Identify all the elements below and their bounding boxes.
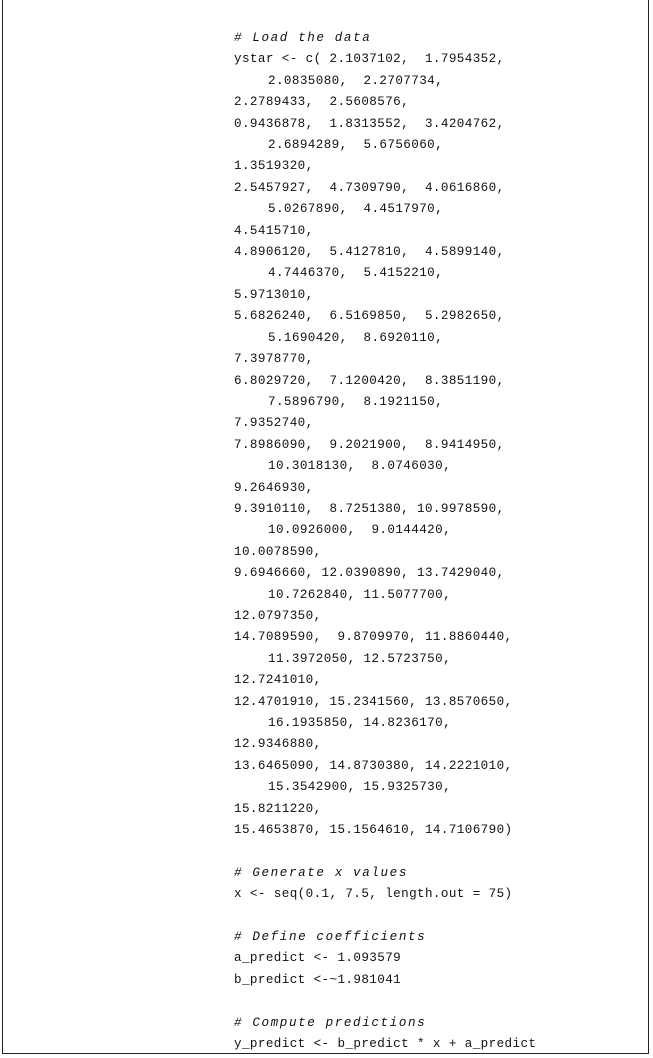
code-line: 12.7241010, — [234, 673, 322, 688]
code-line: 10.7262840, 11.5077700, — [268, 587, 452, 602]
code-line: 9.2646930, — [234, 480, 314, 495]
code-line: 1.3519320, — [234, 159, 314, 174]
code-line: 6.8029720, 7.1200420, 8.3851190, — [234, 373, 505, 388]
code-line: 9.3910110, 8.7251380, 10.9978590, — [234, 501, 505, 516]
code-line: 15.3542900, 15.9325730, — [268, 780, 452, 795]
code-line: b_predict <-~1.981041 — [234, 972, 402, 987]
code-line: 12.9346880, — [234, 737, 322, 752]
code-comment-line: # Generate x values — [234, 865, 408, 880]
code-line: 7.8986090, 9.2021900, 8.9414950, — [234, 437, 505, 452]
code-line: 2.6894289, 5.6756060, — [268, 138, 444, 153]
code-line: 4.5415710, — [234, 223, 314, 238]
code-comment-line: # Define coefficients — [234, 930, 427, 945]
code-listing — [234, 28, 536, 1056]
code-line: x <- seq(0.1, 7.5, length.out = 75) — [234, 887, 513, 902]
code-line: 2.5457927, 4.7309790, 4.0616860, — [234, 180, 505, 195]
code-line: 10.0078590, — [234, 544, 322, 559]
code-line: 0.9436878, 1.8313552, 3.4204762, — [234, 116, 505, 131]
code-line: 15.4653870, 15.1564610, 14.7106790) — [234, 823, 513, 838]
blank-line — [234, 906, 536, 927]
code-line: 7.3978770, — [234, 352, 314, 367]
code-line: 5.9713010, — [234, 287, 314, 302]
code-line: 12.4701910, 15.2341560, 13.8570650, — [234, 694, 513, 709]
code-line: 11.3972050, 12.5723750, — [268, 651, 452, 666]
code-line: 16.1935850, 14.8236170, — [268, 716, 452, 730]
blank-line — [234, 991, 536, 1012]
code-line: 4.8906120, 5.4127810, 4.5899140, — [234, 245, 505, 260]
code-line: 5.1690420, 8.6920110, — [268, 330, 444, 345]
code-line: 14.7089590, 9.8709970, 11.8860440, — [234, 630, 513, 645]
code-line: 13.6465090, 14.8730380, 14.2221010, — [234, 758, 513, 773]
code-comment-line: # Load the data — [234, 31, 372, 45]
code-line: 2.2789433, 2.5608576, — [234, 95, 410, 110]
code-line: 15.8211220, — [234, 801, 322, 816]
code-line: 12.0797350, — [234, 608, 322, 623]
code-line: 9.6946660, 12.0390890, 13.7429040, — [234, 566, 505, 581]
code-comment-line: # Compute predictions — [234, 1015, 427, 1030]
code-line: 5.6826240, 6.5169850, 5.2982650, — [234, 309, 505, 324]
code-line: 4.7446370, 5.4152210, — [268, 266, 444, 281]
code-line: ystar <- c( 2.1037102, 1.7954352, — [234, 52, 505, 67]
code-line: a_predict <- 1.093579 — [234, 951, 402, 966]
blank-line — [234, 841, 536, 862]
code-line: 5.0267890, 4.4517970, — [268, 202, 444, 217]
code-line: 10.3018130, 8.0746030, — [268, 459, 452, 474]
code-line: 10.0926000, 9.0144420, — [268, 523, 452, 538]
code-line: 2.0835080, 2.2707734, — [268, 73, 444, 88]
code-line: y_predict <- b_predict * x + a_predict — [234, 1037, 537, 1052]
code-line: 7.5896790, 8.1921150, — [268, 394, 444, 409]
code-line: 7.9352740, — [234, 416, 314, 431]
